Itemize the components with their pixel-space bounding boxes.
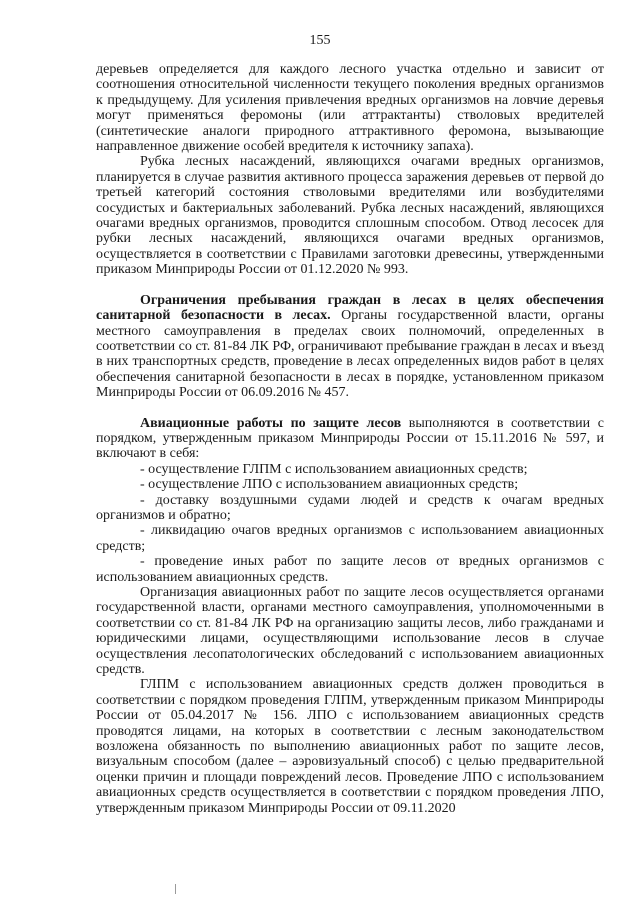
list-item: - осуществление ЛПО с использованием авиационных средств; — [140, 477, 519, 493]
paragraph-ограничения — [96, 293, 604, 401]
page-number: 155 — [309, 33, 331, 48]
paragraph-spacer — [96, 401, 604, 416]
paragraph-авиационные — [96, 416, 604, 462]
paragraph-авиационные-text: выполняются в соответствии с порядком, утвержденным приказом Минприроды России от 15.11.2016 № 597, и включают в себя: — [96, 415, 604, 462]
heading-ограничения: Ограничения пребывания граждан в лесах в целях обеспечения санитарной безопасности в лесах. — [96, 292, 604, 324]
paragraph-глпм: ГЛПМ с использованием авиационных средств должен проводиться в соответствии с порядком проведения ГЛПМ, утвержденным приказом Минприроды России от 05.04.2017 № 156. ЛПО с использованием авиационных средств проводятся лицами, на которых в соответствии с лесным законодательством возложена обязанность по выполнению авиационных работ по защите лесов, визуальным способом (далее – аэровизуальный способ) с целью предварительной оценки причин и площади повреждений лесов. Проведение ЛПО с использованием авиационных средств осуществляется в соответствии с порядком проведения ЛПО, утвержденным приказом Минприроды России от 09.11.2020 — [96, 677, 604, 816]
scan-artifact — [175, 884, 176, 894]
list-item: - ликвидацию очагов вредных организмов с использованием авиационных средств; — [96, 523, 604, 554]
paragraph-ограничения-text: Органы государственной власти, органы местного самоуправления в пределах своих полномочий, определенных в соответствии со ст. 81-84 ЛК РФ, ограничивают пребывание граждан в лесах и въезд в них транспортных средств, проведение в лесах определенных видов работ в целях обеспечения санитарной безопасности в лесах в порядке, установленном приказом Минприроды России от 06.09.2016 № 457. — [96, 308, 605, 401]
document-body — [96, 62, 604, 816]
paragraph-организация: Организация авиационных работ по защите лесов осуществляется органами государственной власти, органами местного самоуправления, уполномоченными в соответствии со ст. 81-84 ЛК РФ на организацию защиты лесов, либо гражданами и юридическими лицами, осуществляющими использование лесов в случае осуществления лесопатологических обследований с использованием авиационных средств. — [96, 585, 604, 678]
list-item: - доставку воздушными судами людей и средств к очагам вредных организмов и обратно; — [96, 492, 604, 523]
paragraph-spacer — [96, 278, 604, 293]
paragraph-рубка: Рубка лесных насаждений, являющихся очагами вредных организмов, планируется в случае развития активного процесса заражения деревьев от первой до третьей категорий состояния стволовыми вредителями или возбудителями сосудистых и бактериальных заболеваний. Рубка лесных насаждений, являющихся очагами вредных организмов, проводится сплошным способом. Отвод лесосек для рубки лесных насаждений, являющихся очагами вредных организмов, осуществляется в соответствии с Правилами заготовки древесины, утвержденными приказом Минприроды России от 01.12.2020 № 993. — [96, 154, 604, 278]
paragraph-ловчие-деревья: деревьев определяется для каждого лесного участка отдельно и зависит от соотношения относительной численности текущего поколения вредных организмов к предыдущему. Для усиления привлечения вредных организмов на ловчие деревья могут применяться феромоны (или аттрактанты) стволовых вредителей (синтетические аналоги природного аттрактивного феромона, вызывающие направленное движение особей вредителя к источнику запаха). — [96, 62, 604, 155]
heading-авиационные: Авиационные работы по защите лесов — [140, 415, 402, 431]
list-item: - осуществление ГЛПМ с использованием авиационных средств; — [140, 461, 528, 477]
list-item: - проведение иных работ по защите лесов от вредных организмов с использованием авиационных средств. — [96, 554, 604, 585]
